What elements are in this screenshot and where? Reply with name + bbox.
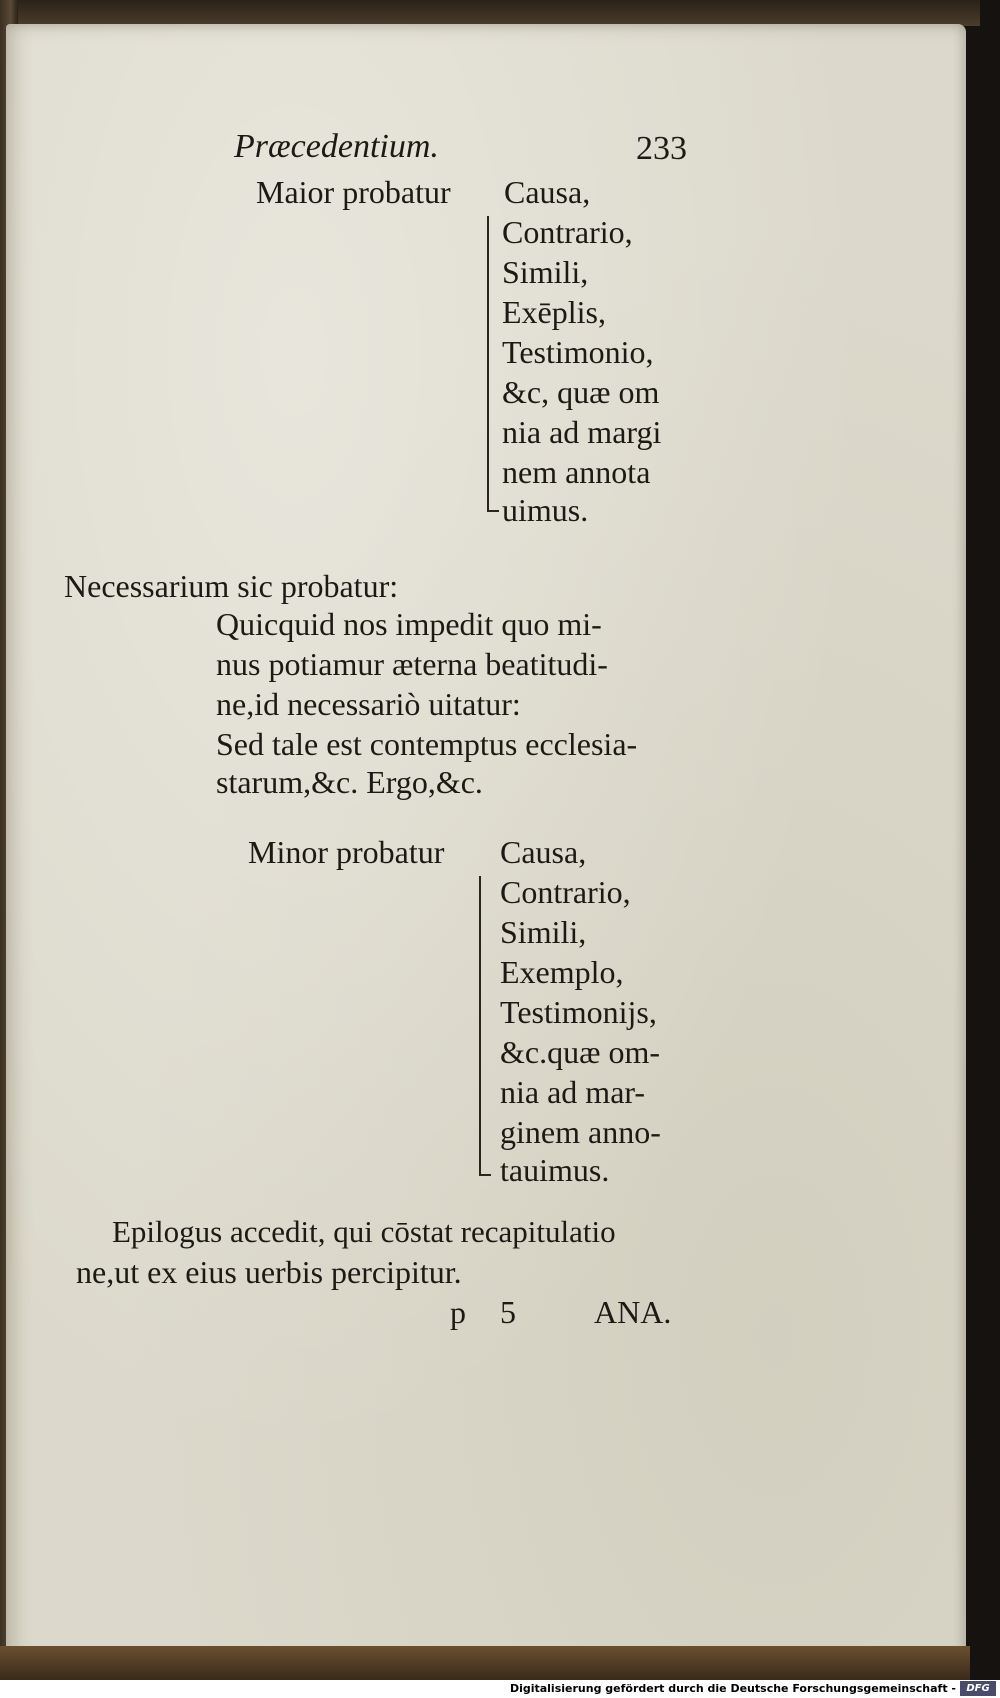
minor-bracket-foot [479,1174,491,1176]
minor-item: Contrario, [500,874,631,910]
book-bottom-edge [0,1646,970,1680]
maior-item: &c, quæ om [502,374,660,410]
maior-item: nem annota [502,454,651,490]
minor-item: nia ad mar- [500,1074,646,1110]
maior-item: Testimonio, [502,334,654,370]
minor-lead: Minor probatur [248,834,445,870]
maior-item: Simili, [502,254,589,290]
maior-item: uimus. [502,492,589,528]
minor-item: tauimus. [500,1152,610,1188]
page-number: 233 [636,130,687,167]
running-title: Præcedentium. [234,128,439,165]
maior-bracket-foot [487,510,499,512]
minor-item: ginem anno- [500,1114,661,1150]
necessarium-line: starum,&c. Ergo,&c. [216,764,483,800]
necessarium-line: ne,id necessariò uitatur: [216,686,521,722]
minor-item: Testimonijs, [500,994,657,1030]
maior-item: Causa, [504,174,591,210]
necessarium-line: Sed tale est contemptus ecclesia- [216,726,638,762]
epilogus-line: ne,ut ex eius uerbis percipitur. [76,1254,462,1290]
maior-item: Contrario, [502,214,633,250]
minor-item: Simili, [500,914,587,950]
necessarium-line: Quicquid nos impedit quo mi- [216,606,602,642]
book-page [6,24,966,1664]
necessarium-line: nus potiamur æterna beatitudi- [216,646,608,682]
catchword: ANA. [594,1294,672,1330]
maior-lead: Maior probatur [256,174,451,210]
signature-mark: p 5 [450,1294,516,1330]
maior-item: nia ad margi [502,414,662,450]
book-top-edge [0,0,980,26]
minor-bracket [479,876,481,1176]
epilogus-line: Epilogus accedit, qui cōstat recapitulatio [112,1214,616,1249]
minor-item: Exemplo, [500,954,624,990]
maior-item: Exēplis, [502,294,606,330]
minor-item: &c.quæ om- [500,1034,660,1070]
minor-item: Causa, [500,834,587,870]
dfg-logo: DFG [960,1681,996,1696]
maior-bracket [487,216,489,512]
necessarium-heading: Necessarium sic probatur: [64,568,399,604]
funding-credit: Digitalisierung gefördert durch die Deutsche Forschungsgemeinschaft - [509,1682,956,1695]
